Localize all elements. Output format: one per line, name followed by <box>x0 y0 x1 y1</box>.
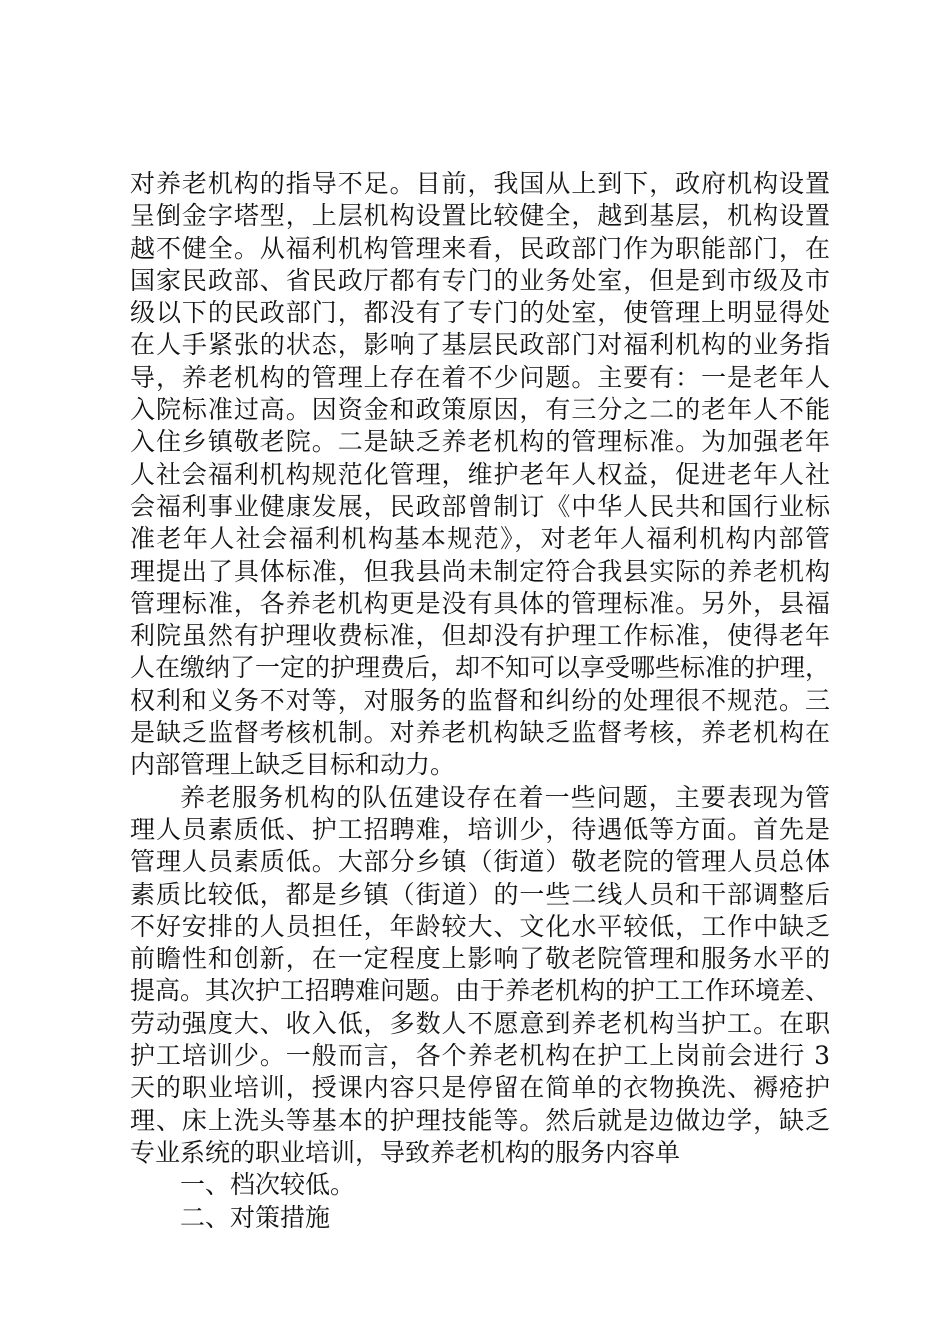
paragraph-line: 会福利事业健康发展，民政部曾制订《中华人民共和国行业标 <box>130 491 830 521</box>
paragraph-line: 呈倒金字塔型，上层机构设置比较健全，越到基层，机构设置 <box>130 201 830 231</box>
section-heading: 一、档次较低。 <box>180 1170 356 1200</box>
paragraph-line: 理提出了具体标准，但我县尚未制定符合我县实际的养老机构 <box>130 556 830 586</box>
paragraph-line: 越不健全。从福利机构管理来看，民政部门作为职能部门，在 <box>130 233 830 263</box>
paragraph-line: 人在缴纳了一定的护理费后，却不知可以享受哪些标准的护理， <box>130 653 831 683</box>
paragraph-line: 天的职业培训，授课内容只是停留在简单的衣物换洗、褥疮护 <box>130 1073 830 1103</box>
paragraph-line: 内部管理上缺乏目标和动力。 <box>130 750 456 780</box>
paragraph-line: 专业系统的职业培训，导致养老机构的服务内容单 <box>130 1137 681 1167</box>
paragraph-line: 在人手紧张的状态，影响了基层民政部门对福利机构的业务指 <box>130 330 830 360</box>
paragraph-line: 利院虽然有护理收费标准，但却没有护理工作标准，使得老年 <box>130 621 830 651</box>
paragraph-4 <box>130 1202 830 1234</box>
paragraph-line: 级以下的民政部门，都没有了专门的处室，使管理上明显得处 <box>130 298 830 328</box>
paragraph-1 <box>130 168 830 782</box>
paragraph-line: 理、床上洗头等基本的护理技能等。然后就是边做边学，缺乏 <box>130 1105 830 1135</box>
paragraph-line: 导，养老机构的管理上存在着不少问题。主要有：一是老年人 <box>130 362 830 392</box>
paragraph-line: 人社会福利机构规范化管理，维护老年人权益，促进老年人社 <box>130 459 830 489</box>
paragraph-2 <box>130 782 830 1170</box>
paragraph-line: 素质比较低，都是乡镇（街道）的一些二线人员和干部调整后 <box>130 879 830 909</box>
paragraph-line: 对养老机构的指导不足。目前，我国从上到下，政府机构设置 <box>130 169 830 198</box>
paragraph-line: 权利和义务不对等，对服务的监督和纠纷的处理很不规范。三 <box>130 685 830 715</box>
paragraph-line: 入院标准过高。因资金和政策原因，有三分之二的老年人不能 <box>130 395 830 425</box>
paragraph-line: 不好安排的人员担任，年龄较大、文化水平较低，工作中缺乏 <box>130 911 830 941</box>
paragraph-line: 养老服务机构的队伍建设存在着一些问题，主要表现为管 <box>180 782 830 812</box>
document-body <box>130 168 830 1234</box>
paragraph-line: 提高。其次护工招聘难问题。由于养老机构的护工工作环境差、 <box>130 976 831 1006</box>
paragraph-line: 劳动强度大、收入低，多数人不愿意到养老机构当护工。在职 <box>130 1008 830 1038</box>
paragraph-line: 是缺乏监督考核机制。对养老机构缺乏监督考核，养老机构在 <box>130 718 830 748</box>
paragraph-line: 管理标准，各养老机构更是没有具体的管理标准。另外，县福 <box>130 588 830 618</box>
paragraph-line: 管理人员素质低。大部分乡镇（街道）敬老院的管理人员总体 <box>130 847 830 877</box>
paragraph-3 <box>130 1169 830 1201</box>
paragraph-line: 入住乡镇敬老院。二是缺乏养老机构的管理标准。为加强老年 <box>130 427 830 457</box>
paragraph-line: 理人员素质低、护工招聘难，培训少，待遇低等方面。首先是 <box>130 814 830 844</box>
section-heading: 二、对策措施 <box>180 1202 331 1232</box>
paragraph-line: 前瞻性和创新，在一定程度上影响了敬老院管理和服务水平的 <box>130 944 830 974</box>
paragraph-line: 护工培训少。一般而言，各个养老机构在护工上岗前会进行 3 <box>130 1041 830 1071</box>
paragraph-line: 准老年人社会福利机构基本规范》，对老年人福利机构内部管 <box>130 524 830 554</box>
paragraph-line: 国家民政部、省民政厅都有专门的业务处室，但是到市级及市 <box>130 265 830 295</box>
